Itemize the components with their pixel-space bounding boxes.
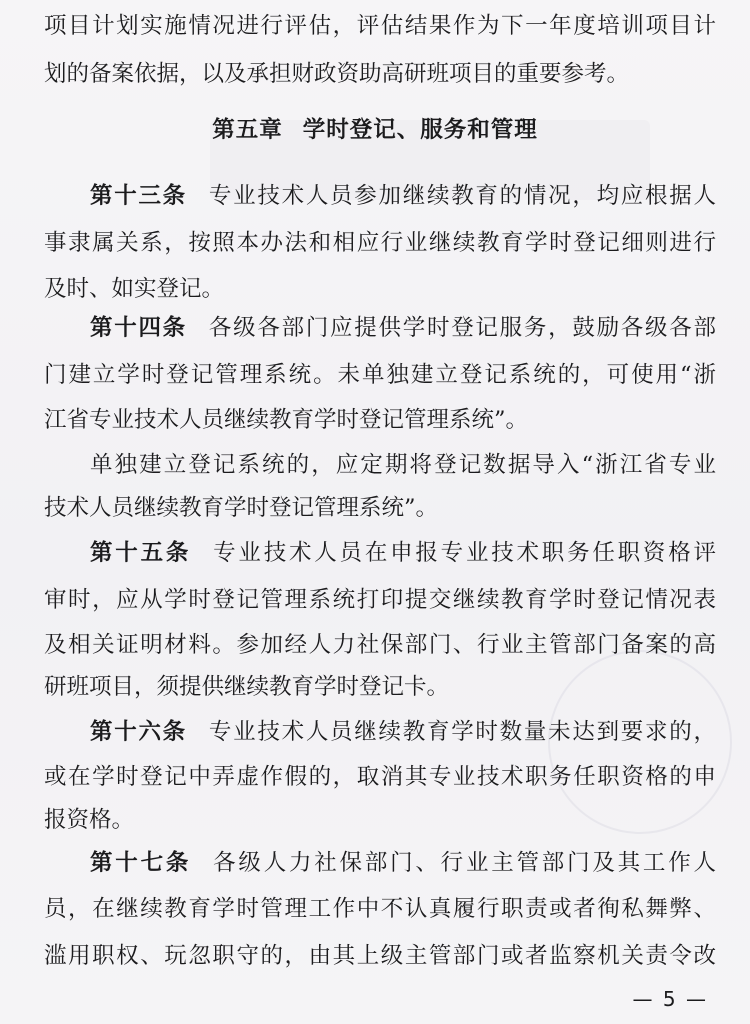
article-15-line: 审时，应从学时登记管理系统打印提交继续教育学时登记情况表 <box>44 587 716 613</box>
article-17-line: 员，在继续教育学时管理工作中不认真履行职责或者徇私舞弊、 <box>44 896 716 922</box>
article-13-line: 及时、如实登记。 <box>44 276 225 302</box>
article-15-label: 第十五条 <box>90 540 192 566</box>
article-16-label: 第十六条 <box>90 719 187 745</box>
article-14-line: 门建立学时登记管理系统。未单独建立登记系统的，可使用“浙 <box>44 362 716 388</box>
article-15-line: 研班项目，须提供继续教育学时登记卡。 <box>44 674 450 700</box>
intro-line-2: 划的备案依据，以及承担财政资助高研班项目的重要参考。 <box>44 61 630 87</box>
article-13-label: 第十三条 <box>90 183 187 209</box>
article-16-line: 或在学时登记中弄虚作假的，取消其专业技术职务任职资格的申 <box>44 764 716 790</box>
article-14-text: 各级各部门应提供学时登记服务，鼓励各级各部 <box>208 315 716 341</box>
article-14-extra-line: 技术人员继续教育学时登记管理系统”。 <box>44 495 439 521</box>
article-14-first-line <box>44 308 716 348</box>
article-17-text: 各级人力社保部门、行业主管部门及其工作人 <box>213 850 716 876</box>
article-17-line: 滥用职权、玩忽职守的，由其上级主管部门或者监察机关责令改 <box>44 943 716 969</box>
article-13-first-line <box>44 176 716 216</box>
chapter-number: 第五章 <box>212 117 283 143</box>
article-14-label: 第十四条 <box>90 315 187 341</box>
article-16-text: 专业技术人员继续教育学时数量未达到要求的， <box>208 719 716 745</box>
article-17-label: 第十七条 <box>90 850 192 876</box>
page-number: — 5 — <box>632 987 708 1011</box>
article-17-first-line <box>44 843 716 883</box>
chapter-title: 学时登记、服务和管理 <box>302 117 538 143</box>
article-15-line: 及相关证明材料。参加经人力社保部门、行业主管部门备案的高 <box>44 632 716 658</box>
intro-line-1: 项目计划实施情况进行评估，评估结果作为下一年度培训项目计 <box>44 13 716 39</box>
article-14-extra-first-line: 单独建立登记系统的，应定期将登记数据导入“浙江省专业 <box>90 452 716 478</box>
article-16-line: 报资格。 <box>44 807 135 833</box>
article-14-line: 江省专业技术人员继续教育学时登记管理系统”。 <box>44 407 529 433</box>
article-16-first-line <box>44 712 716 752</box>
chapter-heading <box>0 110 750 150</box>
article-13-line: 事隶属关系，按照本办法和相应行业继续教育学时登记细则进行 <box>44 230 716 256</box>
article-15-first-line <box>44 533 716 573</box>
article-13-text: 专业技术人员参加继续教育的情况，均应根据人 <box>208 183 716 209</box>
article-15-text: 专业技术人员在申报专业技术职务任职资格评 <box>213 540 716 566</box>
